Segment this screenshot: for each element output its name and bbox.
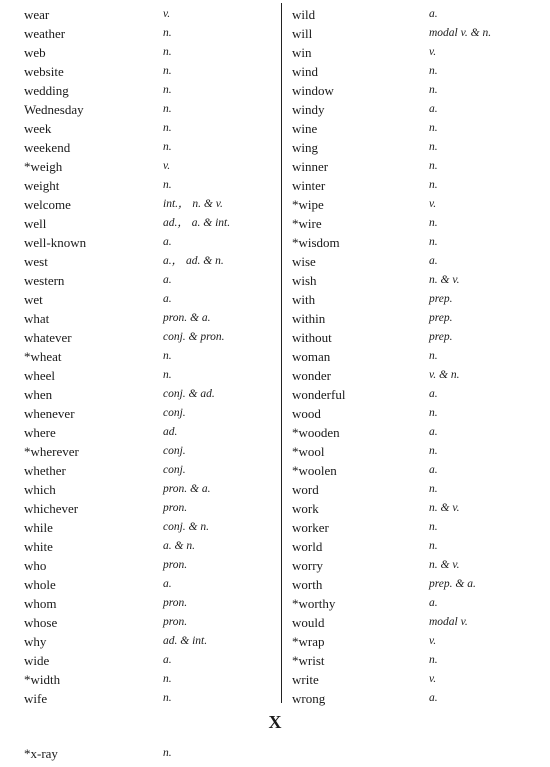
vocab-entry [24, 62, 264, 81]
vocab-part-of-speech: n. [429, 350, 438, 362]
vocab-word: wild [292, 7, 316, 22]
vocab-part-of-speech: n. [163, 350, 172, 362]
vocab-entry [24, 5, 264, 24]
vocab-part-of-speech: pron. & a. [163, 312, 211, 324]
vocab-part-of-speech: prep. [429, 312, 453, 324]
vocab-entry [292, 594, 532, 613]
vocab-part-of-speech: a. [163, 274, 172, 286]
vocab-part-of-speech: conj. [163, 407, 186, 419]
vocab-entry [292, 233, 532, 252]
vocab-entry [24, 347, 264, 366]
vocab-word: wood [292, 406, 321, 421]
vocab-entry [24, 556, 264, 575]
vocab-part-of-speech: a. [429, 388, 438, 400]
vocab-entry [24, 518, 264, 537]
vocab-entry [24, 81, 264, 100]
vocab-word: wife [24, 691, 48, 706]
vocab-part-of-speech: n. [429, 445, 438, 457]
vocab-part-of-speech: n. [429, 84, 438, 96]
vocab-entry [24, 233, 264, 252]
vocab-entry [292, 461, 532, 480]
vocab-part-of-speech: a. [163, 654, 172, 666]
vocab-word: wonderful [292, 387, 346, 402]
vocab-part-of-speech: n. [163, 673, 172, 685]
vocab-entry [292, 81, 532, 100]
vocab-word: who [24, 558, 47, 573]
vocab-entry [292, 157, 532, 176]
vocab-part-of-speech: v. [429, 198, 437, 210]
vocab-part-of-speech: prep. & a. [429, 578, 476, 590]
vocab-part-of-speech: pron. [163, 559, 188, 571]
vocab-entry [292, 214, 532, 233]
vocab-entry [292, 62, 532, 81]
vocab-part-of-speech: pron. [163, 597, 188, 609]
vocab-entry [24, 43, 264, 62]
vocab-word: *x-ray [24, 746, 58, 761]
vocab-entry [24, 461, 264, 480]
vocab-word: western [24, 273, 65, 288]
vocab-word: *wool [292, 444, 325, 459]
vocab-part-of-speech: v. [163, 8, 171, 20]
vocab-part-of-speech: ad. [163, 426, 178, 438]
vocab-word: *width [24, 672, 61, 687]
vocab-word: week [24, 121, 52, 136]
vocab-word: well [24, 216, 47, 231]
vocab-part-of-speech: a. [429, 426, 438, 438]
vocab-part-of-speech: conj. & pron. [163, 331, 225, 343]
vocab-word: write [292, 672, 319, 687]
vocab-word: whole [24, 577, 56, 592]
vocab-part-of-speech: n. [429, 407, 438, 419]
vocab-word: winter [292, 178, 326, 193]
vocab-part-of-speech: modal v. & n. [429, 27, 492, 39]
vocab-entry [292, 366, 532, 385]
vocab-word: web [24, 45, 46, 60]
vocab-word: wet [24, 292, 43, 307]
vocab-word: whatever [24, 330, 72, 345]
vocab-entry [24, 575, 264, 594]
vocab-entry [292, 176, 532, 195]
vocab-part-of-speech: pron. [163, 502, 188, 514]
vocab-part-of-speech: v. [429, 673, 437, 685]
vocab-part-of-speech: v. [429, 46, 437, 58]
section-x-entries [24, 744, 264, 763]
vocab-entry [24, 309, 264, 328]
section-heading-x: X [268, 712, 282, 732]
vocab-word: whichever [24, 501, 79, 516]
vocab-entry [292, 537, 532, 556]
left-word-column [24, 5, 264, 708]
vocab-word: white [24, 539, 53, 554]
vocab-entry [292, 670, 532, 689]
vocab-entry [24, 176, 264, 195]
vocab-part-of-speech: pron. [163, 616, 188, 628]
vocab-part-of-speech: conj. [163, 464, 186, 476]
vocab-part-of-speech: n. & v. [429, 559, 460, 571]
vocab-entry [292, 100, 532, 119]
vocab-part-of-speech: n. [163, 369, 172, 381]
vocab-word: *wipe [292, 197, 324, 212]
vocab-part-of-speech: pron. & a. [163, 483, 211, 495]
vocab-word: weather [24, 26, 66, 41]
vocab-part-of-speech: n. [429, 483, 438, 495]
vocab-word: while [24, 520, 53, 535]
vocab-entry [24, 138, 264, 157]
vocab-part-of-speech: a. [429, 692, 438, 704]
vocab-entry [24, 157, 264, 176]
vocab-entry [24, 423, 264, 442]
vocab-part-of-speech: n. [163, 141, 172, 153]
vocab-entry [24, 499, 264, 518]
vocab-entry [292, 556, 532, 575]
vocab-entry [292, 24, 532, 43]
vocab-entry [24, 195, 264, 214]
vocab-part-of-speech: n. [429, 521, 438, 533]
vocab-word: wine [292, 121, 318, 136]
vocab-word: would [292, 615, 325, 630]
vocab-part-of-speech: ad. & int. [163, 635, 208, 647]
vocab-word: why [24, 634, 47, 649]
vocab-part-of-speech: n. [163, 84, 172, 96]
vocab-word: wind [292, 64, 318, 79]
vocab-word: *wooden [292, 425, 340, 440]
vocab-entry [24, 271, 264, 290]
vocab-entry [292, 290, 532, 309]
vocab-entry [292, 138, 532, 157]
vocab-word: word [292, 482, 319, 497]
vocab-entry [24, 290, 264, 309]
vocab-word: *worthy [292, 596, 336, 611]
vocab-part-of-speech: n. [163, 692, 172, 704]
vocab-entry [24, 214, 264, 233]
column-divider [281, 3, 282, 703]
vocab-word: worker [292, 520, 329, 535]
vocab-entry [24, 613, 264, 632]
vocab-part-of-speech: n. [429, 217, 438, 229]
vocab-entry [292, 689, 532, 708]
vocab-entry [292, 575, 532, 594]
vocab-entry [292, 271, 532, 290]
vocab-entry [292, 499, 532, 518]
vocab-word: *woolen [292, 463, 337, 478]
vocab-word: *weigh [24, 159, 63, 174]
vocab-part-of-speech: n. [163, 27, 172, 39]
vocab-part-of-speech: n. [429, 236, 438, 248]
vocab-word: *wherever [24, 444, 79, 459]
vocab-word: with [292, 292, 316, 307]
vocab-part-of-speech: a. [163, 236, 172, 248]
vocab-word: woman [292, 349, 331, 364]
vocab-word: whose [24, 615, 58, 630]
vocab-part-of-speech: a. [429, 597, 438, 609]
vocab-word: well-known [24, 235, 87, 250]
vocab-part-of-speech: n. [163, 103, 172, 115]
vocab-part-of-speech: n. [429, 160, 438, 172]
vocab-word: wrong [292, 691, 326, 706]
vocab-entry [292, 5, 532, 24]
vocab-word: wheel [24, 368, 56, 383]
vocab-entry [24, 252, 264, 271]
vocab-part-of-speech: n. [429, 540, 438, 552]
vocab-entry [292, 309, 532, 328]
vocab-entry [24, 670, 264, 689]
vocab-word: website [24, 64, 64, 79]
vocab-entry [292, 43, 532, 62]
vocab-word: Wednesday [24, 102, 84, 117]
vocab-word: whenever [24, 406, 75, 421]
vocab-part-of-speech: n. [429, 654, 438, 666]
vocab-word: whether [24, 463, 66, 478]
vocab-entry [292, 423, 532, 442]
vocab-word: winner [292, 159, 329, 174]
vocab-word: *wire [292, 216, 322, 231]
vocab-part-of-speech: a. [429, 8, 438, 20]
vocab-word: win [292, 45, 312, 60]
vocab-word: wise [292, 254, 316, 269]
vocab-word: *wrap [292, 634, 325, 649]
vocab-part-of-speech: v. [429, 635, 437, 647]
vocab-entry [292, 632, 532, 651]
vocab-entry [24, 385, 264, 404]
vocab-part-of-speech: a. [429, 103, 438, 115]
vocab-part-of-speech: n. [163, 747, 172, 759]
vocab-word: worth [292, 577, 323, 592]
vocab-entry [24, 100, 264, 119]
vocab-word: wide [24, 653, 50, 668]
vocab-entry [24, 119, 264, 138]
vocab-word: *wrist [292, 653, 325, 668]
vocab-word: which [24, 482, 56, 497]
vocab-word: weekend [24, 140, 71, 155]
vocab-word: work [292, 501, 319, 516]
vocab-part-of-speech: n. [429, 141, 438, 153]
vocab-entry [24, 537, 264, 556]
vocab-part-of-speech: n. [163, 65, 172, 77]
vocab-part-of-speech: a. [163, 293, 172, 305]
vocab-entry [24, 594, 264, 613]
vocab-word: within [292, 311, 326, 326]
vocab-part-of-speech: n. & v. [429, 502, 460, 514]
vocab-entry [292, 518, 532, 537]
vocab-word: when [24, 387, 53, 402]
vocab-word: wedding [24, 83, 69, 98]
vocab-part-of-speech: n. [163, 179, 172, 191]
vocab-entry [292, 442, 532, 461]
vocab-word: wing [292, 140, 318, 155]
vocab-entry [292, 613, 532, 632]
vocab-part-of-speech: conj. & n. [163, 521, 209, 533]
vocab-part-of-speech: v. [163, 160, 171, 172]
vocab-part-of-speech: a. [163, 578, 172, 590]
vocab-entry [24, 366, 264, 385]
vocab-part-of-speech: v. & n. [429, 369, 460, 381]
vocab-part-of-speech: n. [429, 122, 438, 134]
vocab-part-of-speech: a. [429, 255, 438, 267]
vocab-entry [24, 24, 264, 43]
vocab-entry [24, 651, 264, 670]
vocab-entry [292, 404, 532, 423]
vocab-entry [24, 442, 264, 461]
vocab-entry [292, 195, 532, 214]
vocab-part-of-speech: ad.， a. & int. [163, 217, 231, 229]
vocab-entry [24, 744, 264, 763]
vocab-part-of-speech: conj. & ad. [163, 388, 215, 400]
vocab-word: window [292, 83, 334, 98]
vocab-entry [292, 651, 532, 670]
vocab-entry [24, 404, 264, 423]
vocab-part-of-speech: int.， n. & v. [163, 198, 223, 210]
vocab-entry [24, 632, 264, 651]
vocab-part-of-speech: modal v. [429, 616, 468, 628]
vocab-word: whom [24, 596, 57, 611]
vocab-entry [292, 347, 532, 366]
vocab-word: west [24, 254, 48, 269]
vocab-part-of-speech: conj. [163, 445, 186, 457]
vocab-part-of-speech: n. [163, 46, 172, 58]
vocab-entry [292, 480, 532, 499]
vocab-word: welcome [24, 197, 71, 212]
vocab-part-of-speech: a.， ad. & n. [163, 255, 224, 267]
right-word-column [292, 5, 532, 708]
vocab-word: wonder [292, 368, 331, 383]
vocab-entry [292, 252, 532, 271]
vocab-word: world [292, 539, 323, 554]
vocab-part-of-speech: n. [429, 65, 438, 77]
vocab-part-of-speech: prep. [429, 293, 453, 305]
vocab-word: wear [24, 7, 50, 22]
vocab-part-of-speech: prep. [429, 331, 453, 343]
vocab-entry [24, 689, 264, 708]
vocab-entry [24, 480, 264, 499]
vocab-entry [24, 328, 264, 347]
vocab-word: worry [292, 558, 324, 573]
vocab-word: weight [24, 178, 60, 193]
vocab-entry [292, 328, 532, 347]
vocab-part-of-speech: n. [163, 122, 172, 134]
vocab-part-of-speech: a. & n. [163, 540, 195, 552]
vocab-part-of-speech: n. & v. [429, 274, 460, 286]
vocab-word: *wisdom [292, 235, 340, 250]
vocab-word: where [24, 425, 56, 440]
vocab-word: without [292, 330, 332, 345]
vocab-word: windy [292, 102, 325, 117]
vocab-word: will [292, 26, 313, 41]
vocab-entry [292, 385, 532, 404]
vocab-entry [292, 119, 532, 138]
vocab-part-of-speech: a. [429, 464, 438, 476]
vocab-part-of-speech: n. [429, 179, 438, 191]
vocab-word: wish [292, 273, 317, 288]
vocab-word: what [24, 311, 50, 326]
vocab-word: *wheat [24, 349, 62, 364]
